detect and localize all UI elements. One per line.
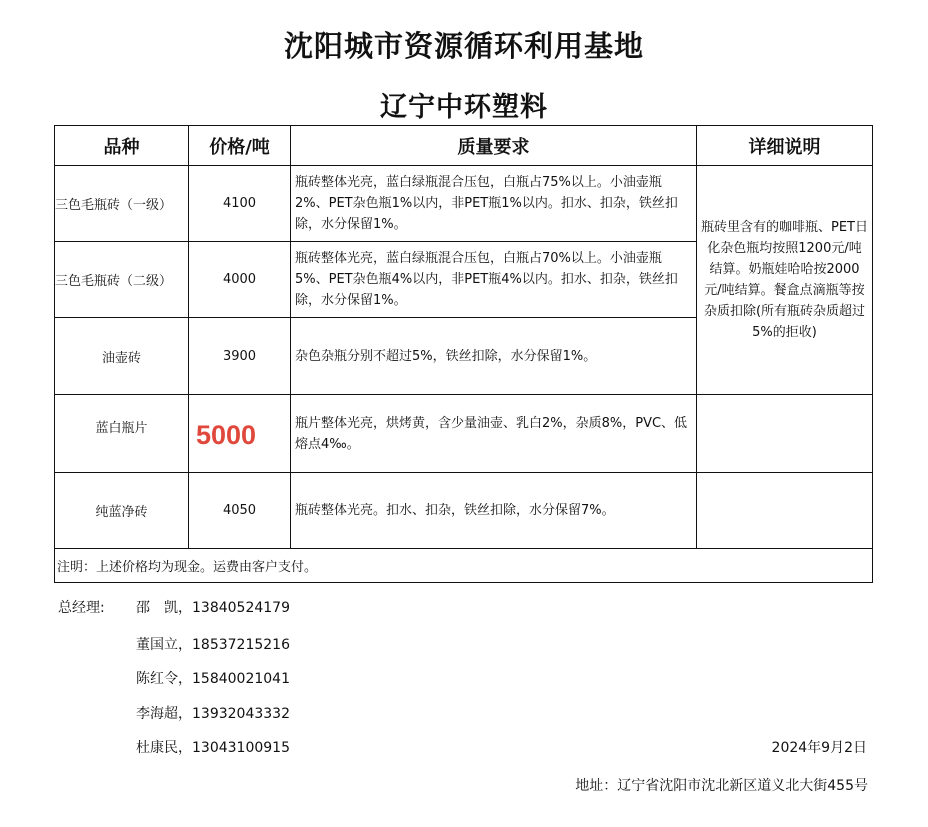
empty-detail-cell — [697, 473, 873, 549]
row-quality: 瓶片整体光亮，烘烤黄，含少量油壶、乳白2%，杂质8%，PVC、低熔点4‰。 — [291, 395, 697, 473]
contact-line: 董国立，18537215216 — [136, 637, 290, 653]
header-quality: 质量要求 — [291, 126, 697, 166]
table-row — [55, 473, 873, 549]
contact-label: 总经理: — [58, 600, 105, 616]
contact-line: 陈红令，15840021041 — [136, 671, 290, 687]
row-category-cell — [55, 395, 189, 473]
row-category: 油壶砖 — [55, 318, 189, 395]
table-row — [55, 166, 873, 242]
page-title: 沈阳城市资源循环利用基地 — [283, 29, 644, 63]
contact-line: 邵 凯，13840524179 — [136, 600, 290, 616]
row-quality: 瓶砖整体光亮。扣水、扣杂，铁丝扣除，水分保留7%。 — [291, 473, 697, 549]
row-category: 纯蓝净砖 — [55, 473, 189, 549]
document-date: 2024年9月2日 — [771, 740, 867, 756]
row-price: 4100 — [189, 166, 291, 242]
detail-note: 瓶砖里含有的咖啡瓶、PET日化杂色瓶均按照1200元/吨结算。奶瓶娃哈哈按2000元/吨结算。餐盒点滴瓶等按杂质扣除(所有瓶砖杂质超过5%的拒收) — [697, 166, 873, 395]
contact-line: 杜康民，13043100915 — [136, 740, 290, 756]
row-quality: 瓶砖整体光亮，蓝白绿瓶混合压包，白瓶占75%以上。小油壶瓶2%、PET杂色瓶1%以内，非PET瓶1%以内。扣水、扣杂，铁丝扣除，水分保留1%。 — [291, 166, 697, 242]
row-category: 三色毛瓶砖（一级） — [55, 166, 189, 242]
row-category: 三色毛瓶砖（二级） — [55, 242, 189, 318]
highlighted-price: 5000 — [196, 420, 257, 450]
header-price: 价格/吨 — [189, 126, 291, 166]
row-price: 4050 — [189, 473, 291, 549]
row-category: 蓝白瓶片 — [95, 421, 148, 436]
row-quality: 瓶砖整体光亮，蓝白绿瓶混合压包，白瓶占70%以上。小油壶瓶5%、PET杂色瓶4%以内，非PET瓶4%以内。扣水、扣杂，铁丝扣除，水分保留1%。 — [291, 242, 697, 318]
empty-detail-cell — [697, 395, 873, 473]
row-quality: 杂色杂瓶分别不超过5%，铁丝扣除，水分保留1%。 — [291, 318, 697, 395]
table-note: 注明：上述价格均为现金。运费由客户支付。 — [55, 549, 873, 583]
header-category: 品种 — [55, 126, 189, 166]
price-table — [54, 125, 873, 583]
row-price-cell — [189, 395, 291, 473]
contact-line: 李海超，13932043332 — [136, 706, 290, 722]
row-price: 3900 — [189, 318, 291, 395]
note-row — [55, 549, 873, 583]
header-detail: 详细说明 — [697, 126, 873, 166]
page-subtitle: 辽宁中环塑料 — [380, 92, 548, 123]
table-row — [55, 395, 873, 473]
table-header-row — [55, 126, 873, 166]
address: 地址：辽宁省沈阳市沈北新区道义北大街455号 — [575, 778, 868, 794]
row-price: 4000 — [189, 242, 291, 318]
